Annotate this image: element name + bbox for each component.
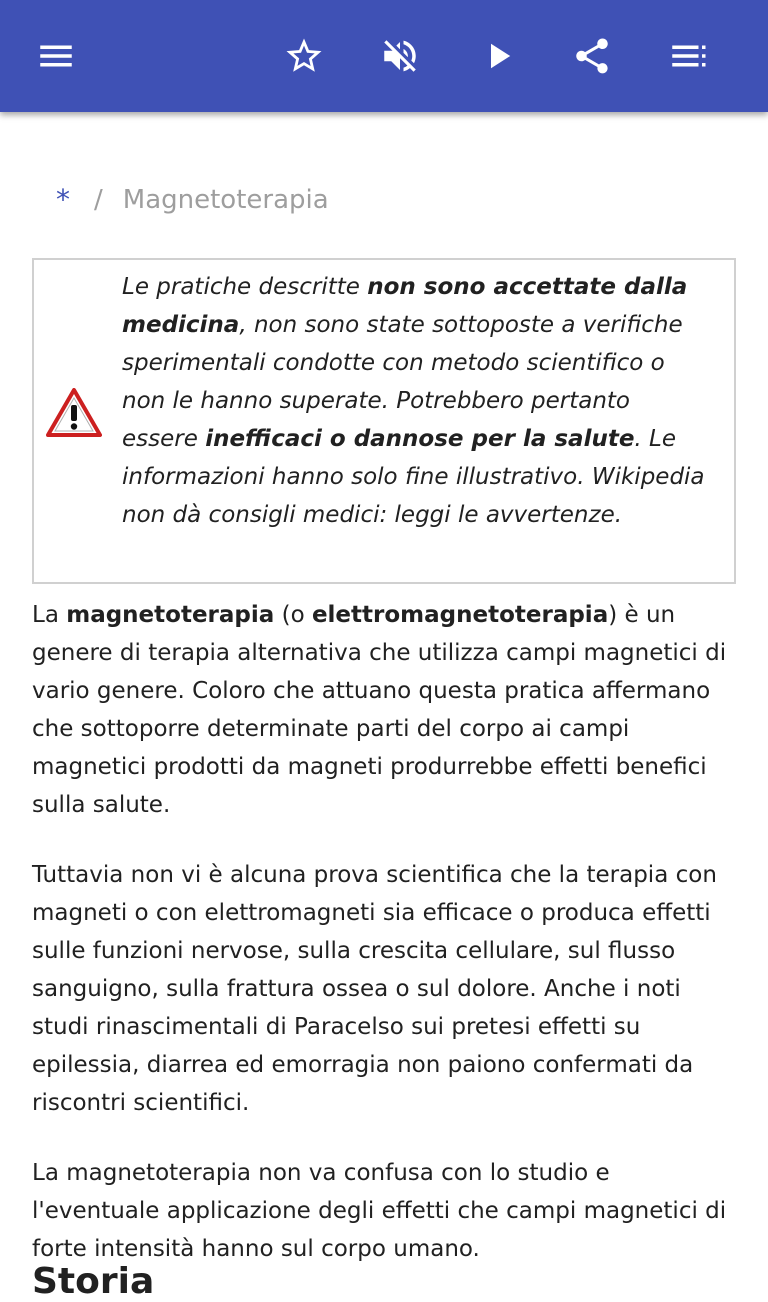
list-icon xyxy=(667,35,709,77)
medical-disclaimer-box xyxy=(32,258,736,584)
breadcrumb-separator: / xyxy=(94,185,103,215)
share-button[interactable] xyxy=(564,28,620,84)
p1-text-a: La xyxy=(32,602,67,628)
disclaimer-text-1: Le pratiche descritte xyxy=(122,274,368,300)
disclaimer-text-3: . Le informazioni hanno solo fine illustrativo. Wikipedia non dà consigli medici: leggi le avvertenze. xyxy=(122,426,705,528)
p1-bold-term: magnetoterapia xyxy=(66,602,275,628)
breadcrumb-home-link[interactable]: * xyxy=(56,183,70,216)
play-icon xyxy=(477,35,519,77)
article-paragraph-3: La magnetoterapia non va confusa con lo studio e l'eventuale applicazione degli effetti che campi magnetici di forte intensità hanno sul corpo umano. xyxy=(32,1160,727,1262)
section-heading: Storia xyxy=(32,1261,155,1302)
p1-bold-alt-term: elettromagnetoterapia xyxy=(311,602,609,628)
p1-text-d: ) è un genere di terapia alternativa che utilizza campi magnetici di vario genere. Coloro che attuano questa pratica affermano che sottoporre determinate parti del corpo ai campi magnetici prodotti da magneti produrrebbe effetti benefici sulla salute. xyxy=(32,602,727,818)
breadcrumb-current: Magnetoterapia xyxy=(122,185,329,215)
disclaimer-text xyxy=(122,268,712,534)
disclaimer-bold-1: non sono accettate dalla medicina xyxy=(122,274,688,338)
article-body xyxy=(32,596,742,1300)
menu-icon xyxy=(35,35,77,77)
warning-triangle-icon xyxy=(46,388,102,438)
breadcrumb xyxy=(56,180,329,220)
contents-button[interactable] xyxy=(660,28,716,84)
article-paragraph-2: Tuttavia non vi è alcuna prova scientifica che la terapia con magneti o con elettromagneti sia efficace o produca effetti sulle funzioni nervose, sulla crescita cellulare, sul flusso sanguigno, sulla frattura ossea o sul dolore. Anche i noti studi rinascimentali di Paracelso sui pretesi effetti su epilessia, diarrea ed emorragia non paiono confermati da riscontri scientifici. xyxy=(32,862,717,1116)
star-outline-icon xyxy=(283,35,325,77)
share-icon xyxy=(571,35,613,77)
menu-button[interactable] xyxy=(28,28,84,84)
p1-text-c: (o xyxy=(274,602,312,628)
mute-button[interactable] xyxy=(372,28,428,84)
article-paragraph-1 xyxy=(32,596,742,824)
disclaimer-bold-2: inefficaci o dannose per la salute xyxy=(205,426,635,452)
volume-off-icon xyxy=(379,35,421,77)
app-bar xyxy=(0,0,768,112)
play-button[interactable] xyxy=(470,28,526,84)
disclaimer-text-2: , non sono state sottoposte a verifiche sperimentali condotte con metodo scientifico o non le hanno superate. Potrebbero pertanto essere xyxy=(122,312,683,452)
bookmark-button[interactable] xyxy=(276,28,332,84)
